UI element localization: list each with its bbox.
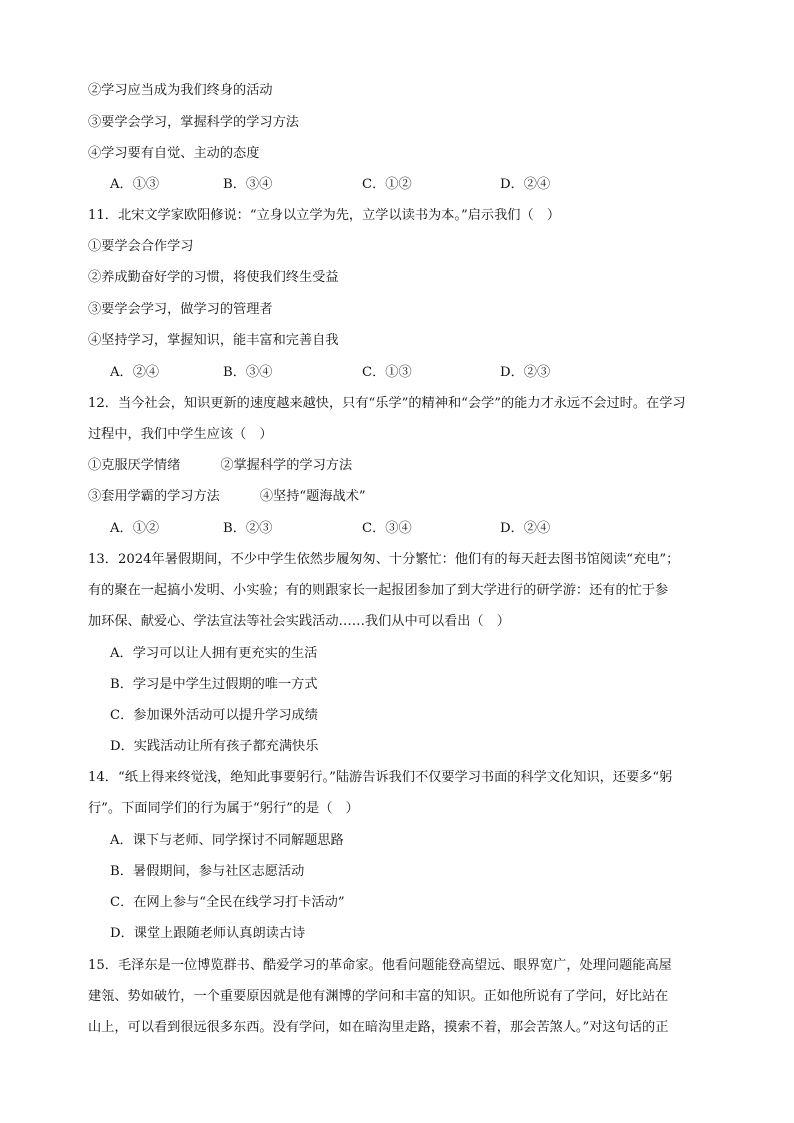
q12-choice-d[interactable]: D．②④ [500, 521, 551, 536]
q11-option-2: ②养成勤奋好学的习惯，将使我们终生受益 [88, 270, 339, 285]
q12-choice-c[interactable]: C．③④ [362, 521, 412, 536]
q10-option-4: ④学习要有自觉、主动的态度 [88, 146, 260, 161]
q14-stem-line-1: 14．“纸上得来终觉浅，绝知此事要躬行。”陆游告诉我们不仅要学习书面的科学文化知识，还要多“躬 [88, 770, 673, 785]
q11-stem: 11．北宋文学家欧阳修说：“立身以立学为先，立学以读书为本。”启示我们（ ） [88, 208, 561, 223]
q12-stem-line-1: 12．当今社会，知识更新的速度越来越快，只有“乐学”的精神和“会学”的能力才永远不会过时。在学习 [88, 396, 686, 411]
q15-stem-line-2: 建瓴、势如破竹，一个重要原因就是他有渊博的学问和丰富的知识。正如他所说有了学问，好比站在 [88, 989, 669, 1004]
q15-stem-line-3: 山上，可以看到很远很多东西。没有学问，如在暗沟里走路，摸索不着，那会苦煞人。”对这句话的正 [88, 1020, 669, 1035]
q10-choice-a[interactable]: A．①③ [110, 177, 160, 192]
q15-stem-line-1: 15．毛泽东是一位博览群书、酷爱学习的革命家。他看问题能登高望远、眼界宽广，处理问题能高屋 [88, 958, 672, 973]
q14-stem-line-2: 行”。下面同学们的行为属于“躬行”的是（ ） [88, 801, 359, 816]
q12-option-4: ④坚持“题海战术” [259, 489, 366, 504]
q11-option-4: ④坚持学习，掌握知识，能丰富和完善自我 [88, 333, 339, 348]
q13-stem-line-3: 加环保、献爱心、学法宣法等社会实践活动……我们从中可以看出（ ） [88, 614, 510, 629]
q12-choice-b[interactable]: B．②③ [223, 521, 273, 536]
q10-choice-d[interactable]: D．②④ [500, 177, 551, 192]
q13-stem-line-1: 13．2024年暑假期间，不少中学生依然步履匆匆、十分繁忙：他们有的每天赶去图书馆阅读“充电”； [88, 552, 680, 567]
q13-choice-b[interactable]: B．学习是中学生过假期的唯一方式 [110, 677, 318, 692]
q11-choice-b[interactable]: B．③④ [223, 365, 273, 380]
q11-option-1: ①要学会合作学习 [88, 239, 194, 254]
q10-choice-c[interactable]: C．①② [362, 177, 412, 192]
q14-choice-a[interactable]: A．课下与老师、同学探讨不同解题思路 [110, 833, 344, 848]
q14-choice-c[interactable]: C．在网上参与“全民在线学习打卡活动” [110, 895, 345, 910]
q13-choice-d[interactable]: D．实践活动让所有孩子都充满快乐 [110, 739, 319, 754]
q14-choice-d[interactable]: D．课堂上跟随老师认真朗读古诗 [110, 926, 306, 941]
q12-stem-line-2: 过程中，我们中学生应该（ ） [88, 427, 273, 442]
q12-options-row-2 [88, 489, 366, 505]
q10-option-2: ②学习应当成为我们终身的活动 [88, 83, 273, 98]
q12-options-row-1 [88, 458, 352, 474]
q13-stem-line-2: 有的聚在一起搞小发明、小实验；有的则跟家长一起报团参加了到大学进行的研学游：还有的忙于参 [88, 583, 669, 598]
q10-option-3: ③要学会学习，掌握科学的学习方法 [88, 115, 299, 130]
q10-choice-b[interactable]: B．③④ [223, 177, 273, 192]
q12-choice-a[interactable]: A．①② [110, 521, 160, 536]
q12-option-1: ①克服厌学情绪 [88, 458, 181, 473]
q12-option-3: ③套用学霸的学习方法 [88, 489, 220, 504]
q11-choice-c[interactable]: C．①③ [362, 365, 412, 380]
q13-choice-c[interactable]: C．参加课外活动可以提升学习成绩 [110, 708, 318, 723]
q11-choice-d[interactable]: D．②③ [500, 365, 551, 380]
q12-option-2: ②掌握科学的学习方法 [220, 458, 353, 473]
q11-option-3: ③要学会学习，做学习的管理者 [88, 302, 273, 317]
q11-choice-a[interactable]: A．②④ [110, 365, 160, 380]
q14-choice-b[interactable]: B．暑假期间，参与社区志愿活动 [110, 864, 305, 879]
q13-choice-a[interactable]: A．学习可以让人拥有更充实的生活 [110, 646, 318, 661]
